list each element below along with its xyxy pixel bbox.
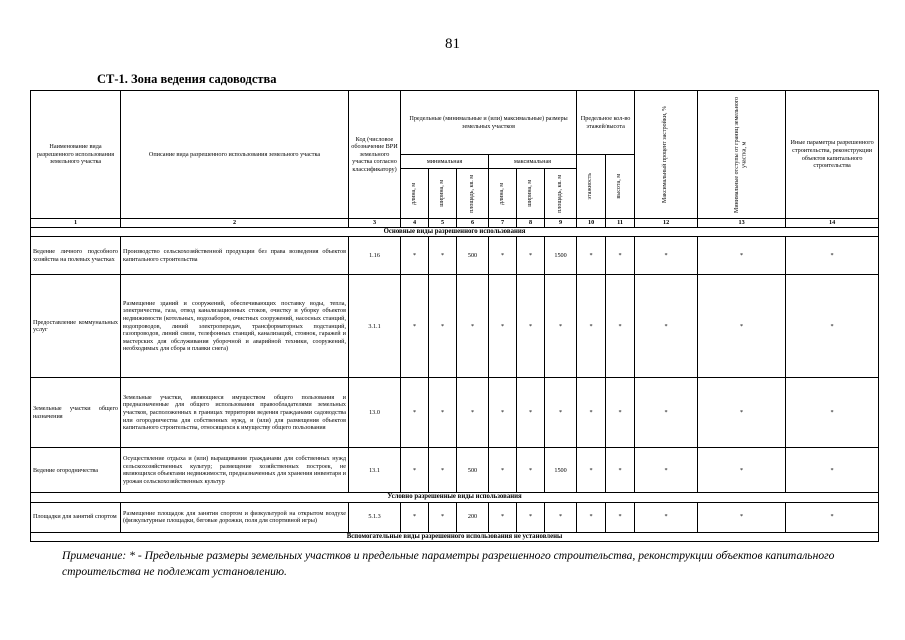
- row-value: *: [489, 448, 517, 493]
- row-value: *: [401, 502, 429, 532]
- row-value: *: [606, 275, 635, 378]
- page-number: 81: [445, 36, 460, 52]
- row-value: *: [489, 378, 517, 448]
- section-main-title: Основные виды разрешенного использования: [31, 228, 879, 237]
- row-value: *: [489, 237, 517, 275]
- zoning-regulations-table: [30, 90, 879, 542]
- row-value: *: [577, 502, 606, 532]
- row-value: *: [606, 378, 635, 448]
- row-value: *: [545, 275, 577, 378]
- table-row: [31, 448, 879, 493]
- row-code: 5.1.3: [349, 502, 401, 532]
- row-type-name: Земельные участки общего назначения: [31, 378, 121, 448]
- header-other-params: Иные параметры разрешенного строительства, реконструкции объектов капитального строительства: [786, 91, 879, 219]
- col-number: 14: [786, 219, 879, 228]
- header-min-setbacks: Минимальные отступы от границ земельного участка, м: [698, 91, 786, 219]
- row-value: *: [401, 378, 429, 448]
- row-value: *: [635, 237, 698, 275]
- row-code: 13.0: [349, 378, 401, 448]
- table-row: [31, 275, 879, 378]
- row-value: *: [429, 502, 457, 532]
- col-number: 6: [457, 219, 489, 228]
- row-value: 1500: [545, 448, 577, 493]
- col-number: 7: [489, 219, 517, 228]
- row-value: *: [786, 275, 879, 378]
- col-number: 9: [545, 219, 577, 228]
- row-value: *: [517, 378, 545, 448]
- row-value: *: [698, 378, 786, 448]
- row-value: *: [786, 237, 879, 275]
- col-number: 1: [31, 219, 121, 228]
- row-value: *: [635, 275, 698, 378]
- table-row: [31, 237, 879, 275]
- row-value: *: [698, 448, 786, 493]
- header-max: максимальная: [489, 155, 577, 169]
- row-value: *: [577, 275, 606, 378]
- section-conditional-title: Условно разрешенные виды использования: [31, 493, 879, 502]
- section-row-auxiliary: [31, 532, 879, 541]
- header-max-width: ширина, м: [517, 169, 545, 219]
- header-row-1: [31, 91, 879, 155]
- header-description: Описание вида разрешенного использования земельного участка: [121, 91, 349, 219]
- row-value: *: [786, 502, 879, 532]
- row-type-name: Площадки для занятий спортом: [31, 502, 121, 532]
- row-value: *: [545, 502, 577, 532]
- col-number: 3: [349, 219, 401, 228]
- row-value: *: [698, 275, 786, 378]
- row-value: 1500: [545, 237, 577, 275]
- header-floors: этажность: [577, 155, 606, 219]
- row-value: *: [429, 237, 457, 275]
- row-value: *: [577, 448, 606, 493]
- row-type-name: Ведение огородничества: [31, 448, 121, 493]
- row-value: *: [545, 378, 577, 448]
- row-value: *: [606, 502, 635, 532]
- row-value: *: [429, 275, 457, 378]
- row-value: *: [635, 502, 698, 532]
- header-height: высота, м: [606, 155, 635, 219]
- row-value: *: [429, 378, 457, 448]
- col-number: 5: [429, 219, 457, 228]
- row-description: Размещение зданий и сооружений, обеспечивающих поставку воды, тепла, электричества, газа, отвод канализационных стоков, очистку и уборку объектов недвижимости (котельных, водозаборов, очистных сооружений, насосных станций, водопроводов, линий электропередач, трансформаторных подстанций, газопроводов, линий связи, телефонных станций, канализаций, стоянок, гаражей и мастерских для обслуживания уборочной и аварийной техники, сооружений, необходимых для сбора и плавки снега): [121, 275, 349, 378]
- zone-title: СТ-1. Зона ведения садоводства: [97, 72, 277, 86]
- row-value: *: [606, 237, 635, 275]
- col-number: 8: [517, 219, 545, 228]
- col-number: 4: [401, 219, 429, 228]
- footnote: Примечание: * - Предельные размеры земельных участков и предельные параметры разрешенного строительства, реконструкции объектов капитального строительства не подлежат установлению.: [62, 549, 835, 578]
- header-type-name: Наименование вида разрешенного использования земельного участка: [31, 91, 121, 219]
- row-value: *: [401, 275, 429, 378]
- row-value: *: [517, 502, 545, 532]
- row-value: *: [489, 502, 517, 532]
- row-value: *: [635, 378, 698, 448]
- table-row: [31, 502, 879, 532]
- section-row-main: [31, 228, 879, 237]
- row-code: 13.1: [349, 448, 401, 493]
- header-min-area: площадь, кв. м: [457, 169, 489, 219]
- header-min-width: ширина, м: [429, 169, 457, 219]
- col-number: 10: [577, 219, 606, 228]
- row-value: *: [457, 378, 489, 448]
- row-value: *: [401, 448, 429, 493]
- row-value: *: [786, 378, 879, 448]
- row-value: 500: [457, 448, 489, 493]
- col-number: 12: [635, 219, 698, 228]
- row-value: *: [635, 448, 698, 493]
- header-min: минимальная: [401, 155, 489, 169]
- row-description: Производство сельскохозяйственной продукции без права возведения объектов капитального строительства: [121, 237, 349, 275]
- row-value: *: [401, 237, 429, 275]
- row-description: Земельные участки, являющиеся имуществом общего пользования и предназначенные для общего использования правообладателями земельных участков, расположенных в границах территории ведения гражданами садоводства или огородничества для собственных нужд, и (или) для размещения объектов капитального строительства, относящихся к имуществу общего пользования: [121, 378, 349, 448]
- row-value: *: [517, 237, 545, 275]
- header-max-area: площадь, кв. м: [545, 169, 577, 219]
- row-value: 500: [457, 237, 489, 275]
- row-value: *: [577, 378, 606, 448]
- row-value: *: [517, 448, 545, 493]
- header-code: Код (числовое обозначение ВРИ земельного участка согласно классификатору): [349, 91, 401, 219]
- header-min-length: длина, м: [401, 169, 429, 219]
- header-height-group: Предельное кол-во этажей/высота: [577, 91, 635, 155]
- row-value: *: [577, 237, 606, 275]
- table-row: [31, 378, 879, 448]
- row-value: *: [429, 448, 457, 493]
- row-value: *: [457, 275, 489, 378]
- header-max-length: длина, м: [489, 169, 517, 219]
- row-type-name: Предоставление коммунальных услуг: [31, 275, 121, 378]
- row-description: Размещение площадок для занятия спортом и физкультурой на открытом воздухе (физкультурные площадки, беговые дорожки, поля для спортивной игры): [121, 502, 349, 532]
- row-value: 200: [457, 502, 489, 532]
- row-description: Осуществление отдыха и (или) выращивания гражданами для собственных нужд сельскохозяйственных культур; размещение хозяйственных построек, не являющихся объектами недвижимости, предназначенных для хранения инвентаря и урожая сельскохозяйственных культур: [121, 448, 349, 493]
- row-value: *: [489, 275, 517, 378]
- header-max-coverage: Максимальный процент застройки, %: [635, 91, 698, 219]
- col-number: 2: [121, 219, 349, 228]
- col-number: 11: [606, 219, 635, 228]
- row-code: 3.1.1: [349, 275, 401, 378]
- section-auxiliary-title: Вспомогательные виды разрешенного использования не установлены: [31, 532, 879, 541]
- section-row-conditional: [31, 493, 879, 502]
- row-type-name: Ведение личного подсобного хозяйства на полевых участках: [31, 237, 121, 275]
- column-numbers-row: [31, 219, 879, 228]
- row-code: 1.16: [349, 237, 401, 275]
- row-value: *: [606, 448, 635, 493]
- row-value: *: [698, 502, 786, 532]
- row-value: *: [786, 448, 879, 493]
- row-value: *: [698, 237, 786, 275]
- col-number: 13: [698, 219, 786, 228]
- row-value: *: [517, 275, 545, 378]
- header-limits-group: Предельные (минимальные и (или) максимальные) размеры земельных участков: [401, 91, 577, 155]
